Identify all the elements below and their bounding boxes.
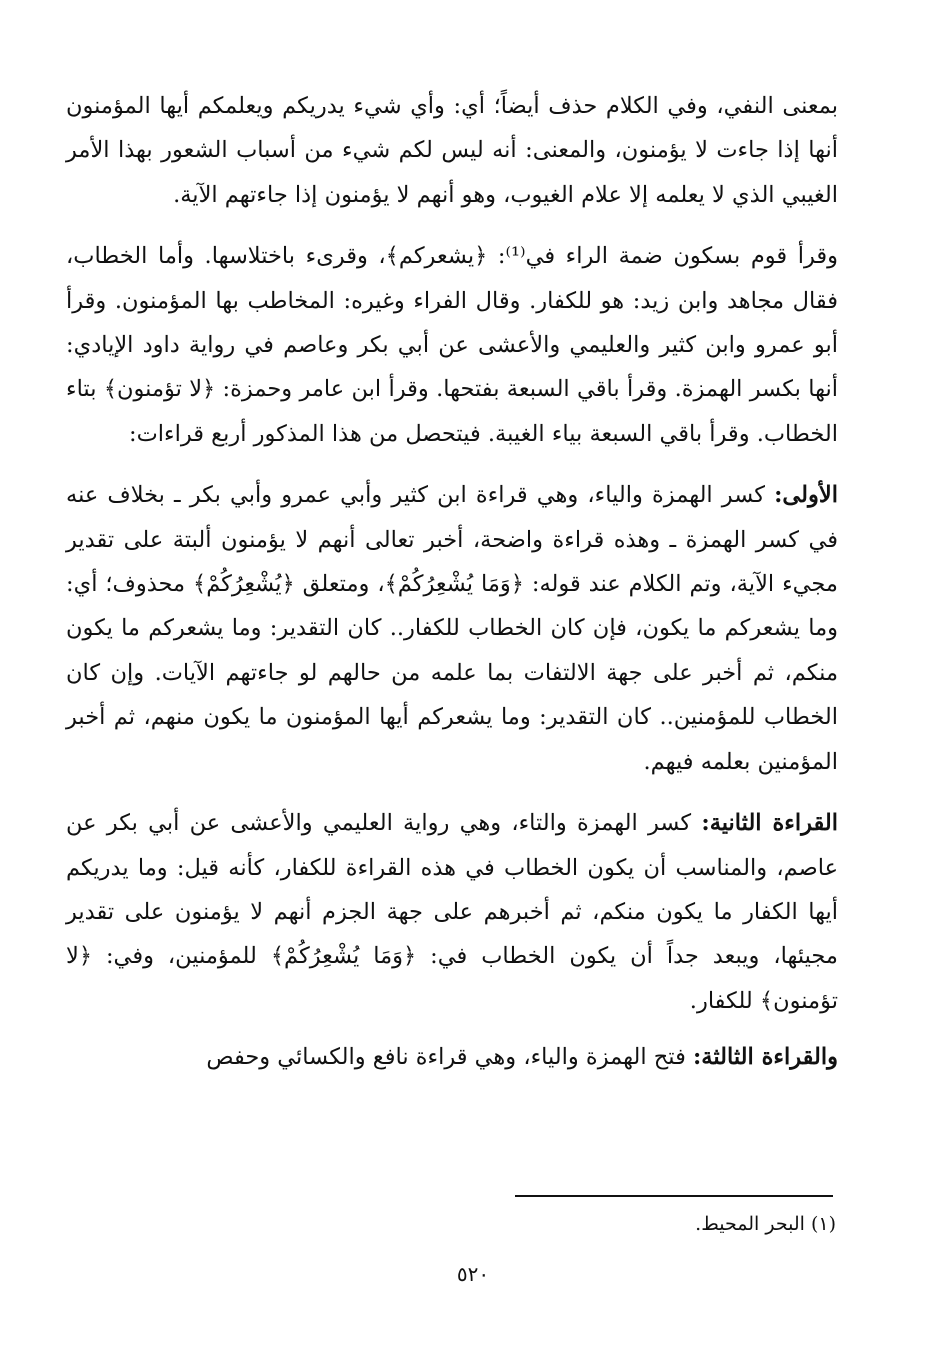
paragraph-1-text: بمعنى النفي، وفي الكلام حذف أيضاً؛ أي: وأي شيء يدريكم ويعلمكم أيها المؤمنون أنها إذا جاءت لا يؤمنون، والمعنى: أنه ليس لكم شيء من أسباب الشعور بهذا الأمر الغيبي الذي لا يعلمه إلا علام الغيوب، وهو أنهم لا يؤمنون إذا جاءتهم الآية. (66, 93, 838, 208)
footnote-text: البحر المحيط. (695, 1213, 805, 1235)
paragraph-1 (66, 84, 838, 217)
paragraph-3-text: كسر الهمزة والياء، وهي قراءة ابن كثير وأبي عمرو وأبي بكر ـ بخلاف عنه في كسر الهمزة ـ وهذه قراءة واضحة، أخبر تعالى أنهم لا يؤمنون ألبتة على تقدير مجيء الآية، وتم الكلام عند قوله: ﴿وَمَا يُشْعِرُكُمْ﴾، ومتعلق ﴿يُشْعِرُكُمْ﴾ محذوف؛ أي: وما يشعركم ما يكون، فإن كان الخطاب للكفار.. كان التقدير: وما يشعركم ما يكون منكم، ثم أخبر على جهة الالتفات بما علمه من حالهم لو جاءتهم الآيات. وإن كان الخطاب للمؤمنين.. كان التقدير: وما يشعركم أيها المؤمنون ما يكون منهم، ثم أخبر المؤمنين بعلمه فيهم. (66, 482, 838, 775)
paragraph-5-heading: والقراءة الثالثة: (693, 1044, 838, 1071)
footnote (695, 1210, 836, 1238)
footnote-divider (515, 1195, 833, 1197)
paragraph-3-heading: الأولى: (774, 482, 838, 509)
paragraph-5 (66, 1035, 838, 1079)
paragraph-3 (66, 473, 838, 784)
page-number: ٥٢٠ (456, 1262, 490, 1286)
paragraph-4-text: كسر الهمزة والتاء، وهي رواية العليمي والأعشى عن أبي بكر عن عاصم، والمناسب أن يكون الخطاب في هذه القراءة للكفار، كأنه قيل: وما يدريكم أيها الكفار ما يكون منكم، ثم أخبرهم على جهة الجزم أنهم لا يؤمنون على تقدير مجيئها، ويبعد جداً أن يكون الخطاب في: ﴿وَمَا يُشْعِرُكُمْ﴾ للمؤمنين، وفي: ﴿لا تؤمنون﴾ للكفار. (66, 810, 838, 1014)
paragraph-2-text: وقرأ قوم بسكون ضمة الراء في⁽¹⁾: ﴿يشعركم﴾، وقرىء باختلاسها. وأما الخطاب، فقال مجاهد وابن زيد: هو للكفار. وقال الفراء وغيره: المخاطب بها المؤمنون. وقرأ أبو عمرو وابن كثير والعليمي والأعشى عن أبي بكر وعاصم في رواية داود الإيادي: أنها بكسر الهمزة. وقرأ باقي السبعة بفتحها. وقرأ ابن عامر وحمزة: ﴿لا تؤمنون﴾ بتاء الخطاب. وقرأ باقي السبعة بياء الغيبة. فيتحصل من هذا المذكور أربع قراءات: (66, 243, 838, 447)
footnote-marker: (١) (810, 1213, 836, 1235)
paragraph-4 (66, 801, 838, 1023)
paragraph-4-heading: القراءة الثانية: (701, 810, 839, 837)
main-text (66, 84, 838, 1097)
paragraph-5-text: فتح الهمزة والياء، وهي قراءة نافع والكسائي وحفص (206, 1044, 693, 1071)
paragraph-2 (66, 234, 838, 456)
